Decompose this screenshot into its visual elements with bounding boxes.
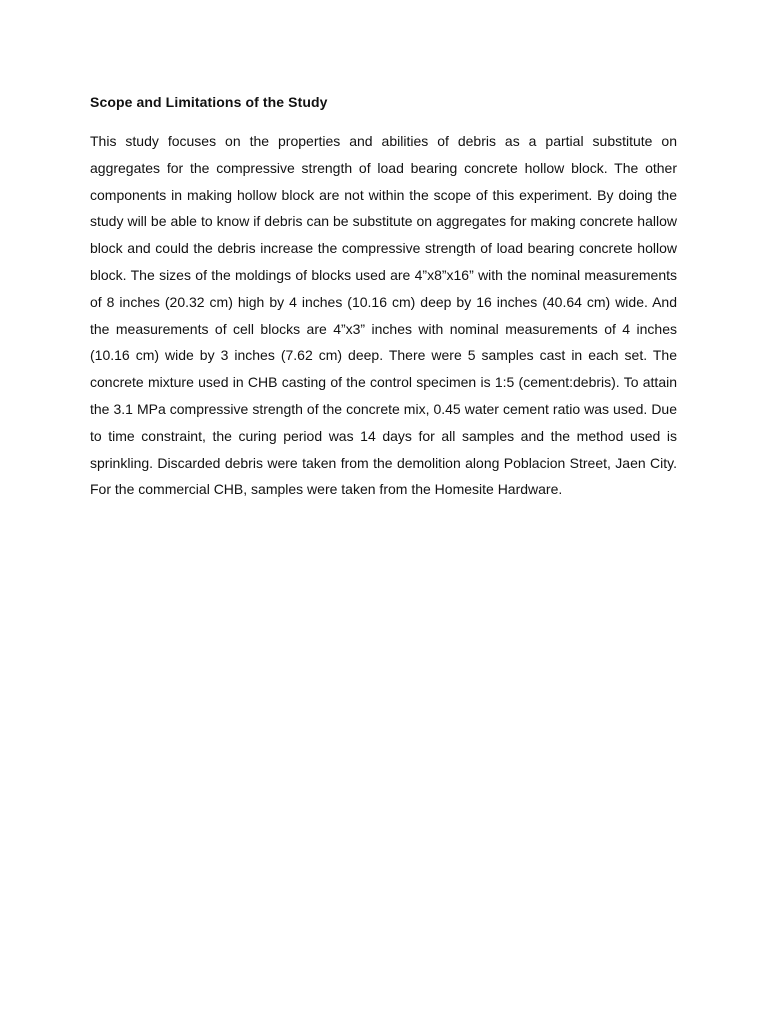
- document-content: [90, 93, 677, 503]
- section-heading: Scope and Limitations of the Study: [90, 94, 328, 110]
- body-paragraph: This study focuses on the properties and abilities of debris as a partial substitute on aggregates for the compressive strength of load bearing concrete hollow block. The other components in making hollow block are not within the scope of this experiment. By doing the study will be able to know if debris can be substitute on aggregates for making concrete hallow block and could the debris increase the compressive strength of load bearing concrete hollow block. The sizes of the moldings of blocks used are 4”x8”x16” with the nominal measurements of 8 inches (20.32 cm) high by 4 inches (10.16 cm) deep by 16 inches (40.64 cm) wide. And the measurements of cell blocks are 4”x3” inches with nominal measurements of 4 inches (10.16 cm) wide by 3 inches (7.62 cm) deep. There were 5 samples cast in each set. The concrete mixture used in CHB casting of the control specimen is 1:5 (cement:debris). To attain the 3.1 MPa compressive strength of the concrete mix, 0.45 water cement ratio was used. Due to time constraint, the curing period was 14 days for all samples and the method used is sprinkling. Discarded debris were taken from the demolition along Poblacion Street, Jaen City. For the commercial CHB, samples were taken from the Homesite Hardware.: [90, 133, 677, 498]
